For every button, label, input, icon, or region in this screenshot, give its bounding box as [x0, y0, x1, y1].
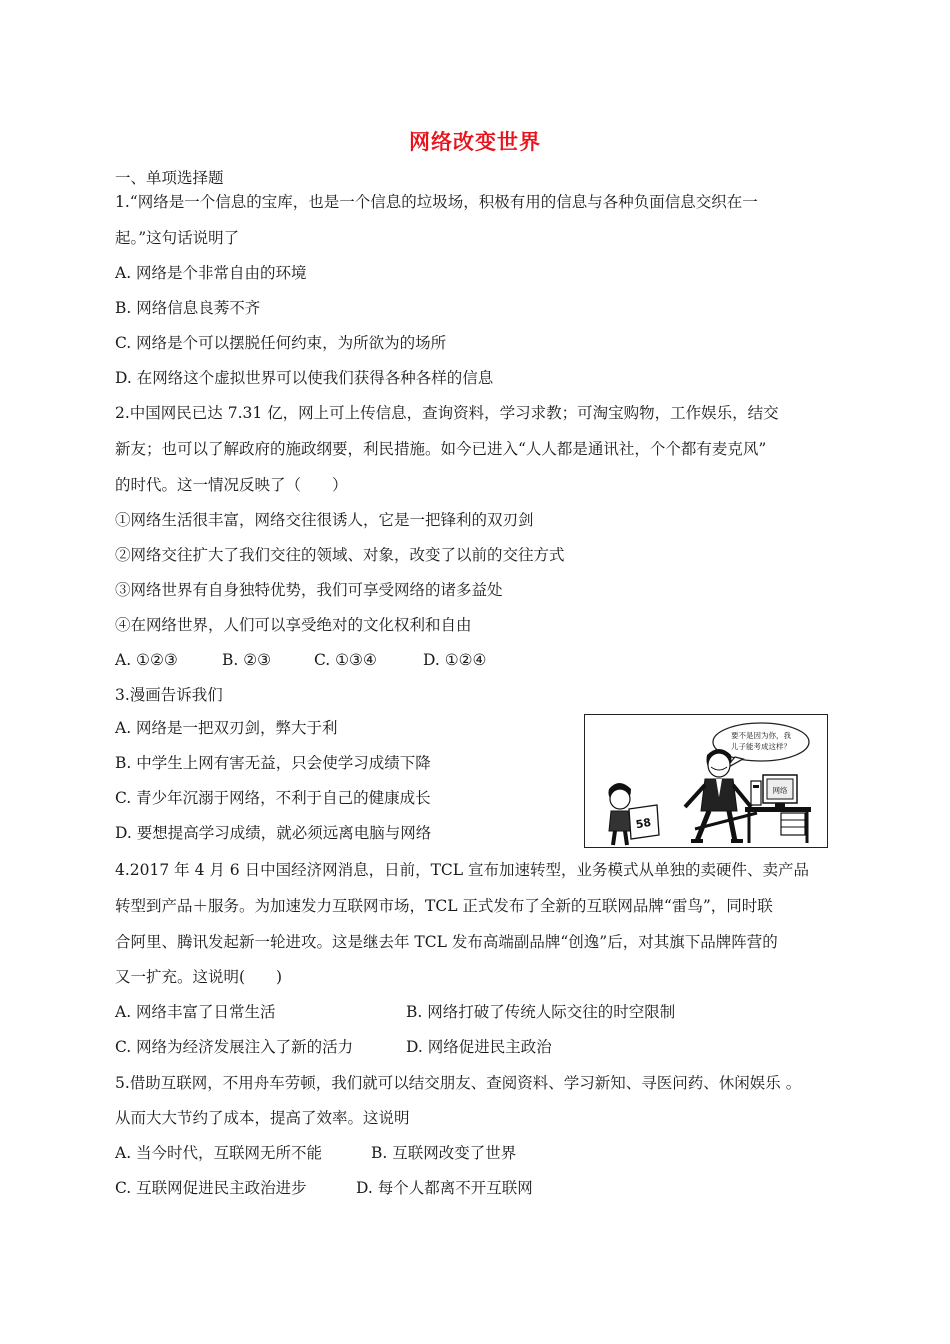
q4-stem-line-1: 4.2017 年 4 月 6 日中国经济网消息，日前，TCL 宣布加速转型，业务模式从单独的卖硬件、卖产品: [115, 861, 810, 879]
q2-option-a: A. ①②③: [115, 651, 178, 669]
screen-text: 网络: [772, 786, 788, 795]
q1-option-b: B. 网络信息良莠不齐: [115, 299, 261, 317]
q2-option-d: D. ①②④: [423, 651, 487, 669]
q4-stem-line-3: 合阿里、腾讯发起新一轮进攻。这是继去年 TCL 发布高端副品牌“创逸”后，对其旗下品牌阵营的: [115, 933, 778, 951]
q1-option-c: C. 网络是个可以摆脱任何约束，为所欲为的场所: [115, 334, 447, 352]
page-title: 网络改变世界: [409, 130, 541, 154]
q1-option-a: A. 网络是个非常自由的环境: [115, 264, 307, 282]
section-heading: 一、单项选择题: [115, 169, 224, 187]
q4-option-b: B. 网络打破了传统人际交往的时空限制: [406, 1003, 676, 1021]
q2-statement-1: ①网络生活很丰富，网络交往很诱人，它是一把锋利的双刃剑: [115, 511, 534, 529]
q4-option-c: C. 网络为经济发展注入了新的活力: [115, 1038, 354, 1056]
q1-option-d: D. 在网络这个虚拟世界可以使我们获得各种各样的信息: [115, 369, 494, 387]
q2-stem-line-3: 的时代。这一情况反映了（ ）: [115, 476, 348, 494]
child-figure: [609, 783, 632, 845]
q5-stem-line-2: 从而大大节约了成本，提高了效率。这说明: [115, 1109, 410, 1127]
father-figure: [685, 749, 751, 841]
q4-option-d: D. 网络促进民主政治: [406, 1038, 552, 1056]
q3-option-d: D. 要想提高学习成绩，就必须远离电脑与网络: [115, 824, 432, 842]
q2-option-c: C. ①③④: [314, 651, 377, 669]
q3-stem: 3.漫画告诉我们: [115, 686, 223, 704]
q5-option-a: A. 当今时代，互联网无所不能: [115, 1144, 323, 1162]
q4-stem-line-4: 又一扩充。这说明( ): [115, 968, 283, 986]
q2-option-b: B. ②③: [222, 651, 272, 669]
q5-option-c: C. 互联网促进民主政治进步: [115, 1179, 307, 1197]
cartoon-illustration: [585, 715, 827, 847]
q1-stem-line-1: 1.“网络是一个信息的宝库，也是一个信息的垃圾场，积极有用的信息与各种负面信息交织在一: [115, 193, 758, 211]
q5-option-d: D. 每个人都离不开互联网: [356, 1179, 533, 1197]
speech-text-line-2: 儿子能考成这样？: [731, 742, 791, 751]
q2-stem-line-1: 2.中国网民已达 7.31 亿，网上可上传信息，查询资料，学习求教；可淘宝购物，工作娱乐，结交: [115, 404, 779, 422]
q5-option-b: B. 互联网改变了世界: [371, 1144, 517, 1162]
q2-stem-line-2: 新友；也可以了解政府的施政纲要，利民措施。如今已进入“人人都是通讯社，个个都有麦克风”: [115, 440, 767, 458]
speech-text-line-1: 要不是因为你，我: [731, 731, 791, 740]
q5-stem-line-1: 5.借助互联网，不用舟车劳顿，我们就可以结交朋友、查阅资料、学习新知、寻医问药、休闲娱乐 。: [115, 1074, 802, 1092]
q3-option-c: C. 青少年沉溺于网络，不利于自己的健康成长: [115, 789, 431, 807]
q2-statement-2: ②网络交往扩大了我们交往的领域、对象，改变了以前的交往方式: [115, 546, 565, 564]
q4-option-a: A. 网络丰富了日常生活: [115, 1003, 276, 1021]
q1-stem-line-2: 起。”这句话说明了: [115, 229, 240, 247]
exam-score: 58: [634, 815, 653, 832]
q3-option-a: A. 网络是一把双刃剑，弊大于利: [115, 719, 338, 737]
q3-cartoon: [584, 714, 828, 848]
q2-statement-4: ④在网络世界，人们可以享受绝对的文化权利和自由: [115, 616, 472, 634]
computer-desk: [745, 775, 811, 843]
q4-stem-line-2: 转型到产品＋服务。为加速发力互联网市场，TCL 正式发布了全新的互联网品牌“雷鸟”，同时联: [115, 897, 773, 915]
q2-statement-3: ③网络世界有自身独特优势，我们可享受网络的诸多益处: [115, 581, 503, 599]
q3-option-b: B. 中学生上网有害无益，只会使学习成绩下降: [115, 754, 431, 772]
